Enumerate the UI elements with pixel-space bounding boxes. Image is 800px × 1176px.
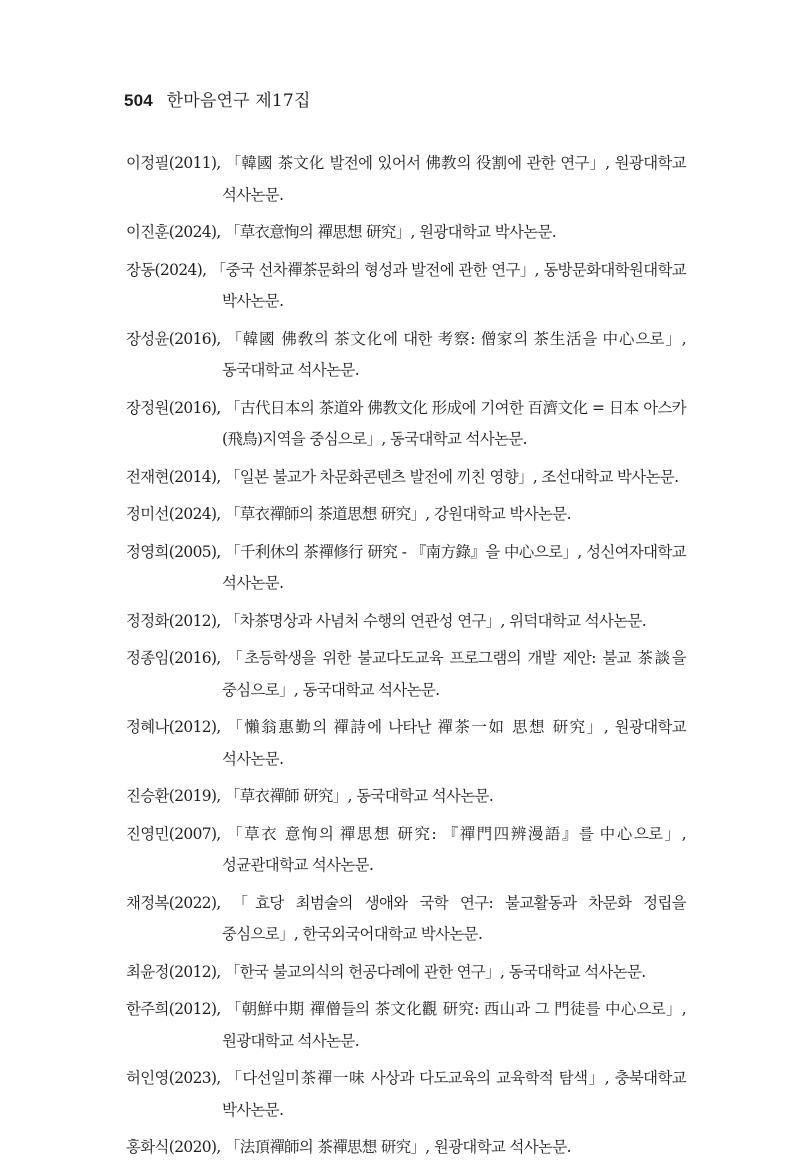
reference-entry: 장성윤(2016), 「韓國 佛敎의 茶文化에 대한 考察: 僧家의 茶生活을 中心으로」, 동국대학교 석사논문. bbox=[126, 329, 686, 379]
reference-entry: 장동(2024), 「중국 선차禪茶문화의 형성과 발전에 관한 연구」, 동방문화대학원대학교 박사논문. bbox=[126, 260, 686, 310]
reference-entry: 이정필(2011), 「韓國 茶文化 발전에 있어서 佛教의 役割에 관한 연구」, 원광대학교 석사논문. bbox=[126, 154, 686, 204]
reference-entry: 홍화식(2020), 「法頂禪師의 茶禪思想 研究」, 원광대학교 석사논문. bbox=[126, 1138, 571, 1156]
running-header bbox=[124, 86, 311, 111]
page-number: 504 bbox=[124, 91, 153, 110]
reference-entry: 진승환(2019), 「草衣禪師 研究」, 동국대학교 석사논문. bbox=[126, 787, 494, 805]
reference-entry: 최윤정(2012), 「한국 불교의식의 헌공다례에 관한 연구」, 동국대학교 석사논문. bbox=[126, 962, 646, 981]
reference-list bbox=[126, 148, 686, 1170]
reference-entry: 이진훈(2024), 「草衣意恂의 禪思想 研究」, 원광대학교 박사논문. bbox=[126, 223, 557, 241]
reference-entry: 정종임(2016), 「초등학생을 위한 불교다도교육 프로그램의 개발 제안: 불교 茶談을 중심으로」, 동국대학교 석사논문. bbox=[126, 649, 686, 699]
reference-entry: 정혜나(2012), 「懶翁惠勤의 禪詩에 나타난 禪茶一如 思想 研究」, 원광대학교 석사논문. bbox=[126, 718, 686, 768]
reference-entry: 전재현(2014), 「일본 불교가 차문화콘텐츠 발전에 끼친 영향」, 조선대학교 박사논문. bbox=[126, 467, 679, 486]
reference-entry: 한주희(2012), 「朝鮮中期 禪僧들의 茶文化觀 研究: 西山과 그 門徒를 中心으로」, 원광대학교 석사논문. bbox=[126, 1000, 686, 1050]
journal-title: 한마음연구 제17집 bbox=[166, 91, 311, 111]
reference-entry: 허인영(2023), 「다선일미茶禪一味 사상과 다도교육의 교육학적 탐색」, 충북대학교 박사논문. bbox=[126, 1069, 686, 1119]
reference-entry: 정정화(2012), 「차茶명상과 사념처 수행의 연관성 연구」, 위덕대학교 석사논문. bbox=[126, 611, 647, 630]
reference-entry: 장정원(2016), 「古代日本의 茶道와 佛教文化 形成에 기여한 百濟文化 = 日本 아스카(飛鳥)지역을 중심으로」, 동국대학교 석사논문. bbox=[126, 398, 686, 448]
reference-entry: 진영민(2007), 「草衣 意恂의 禪思想 研究: 『禪門四辨漫語』를 中心으로」, 성균관대학교 석사논문. bbox=[126, 824, 686, 874]
reference-entry: 채정복(2022), 「효당 최범술의 생애와 국학 연구: 불교활동과 차문화 정립을 중심으로」, 한국외국어대학교 박사논문. bbox=[126, 893, 686, 943]
reference-entry: 정영희(2005), 「千利休의 茶禪修行 研究 - 『南方錄』을 中心으로」, 성신여자대학교 석사논문. bbox=[126, 542, 686, 592]
reference-entry: 정미선(2024), 「草衣禪師의 茶道思想 研究」, 강원대학교 박사논문. bbox=[126, 505, 571, 523]
